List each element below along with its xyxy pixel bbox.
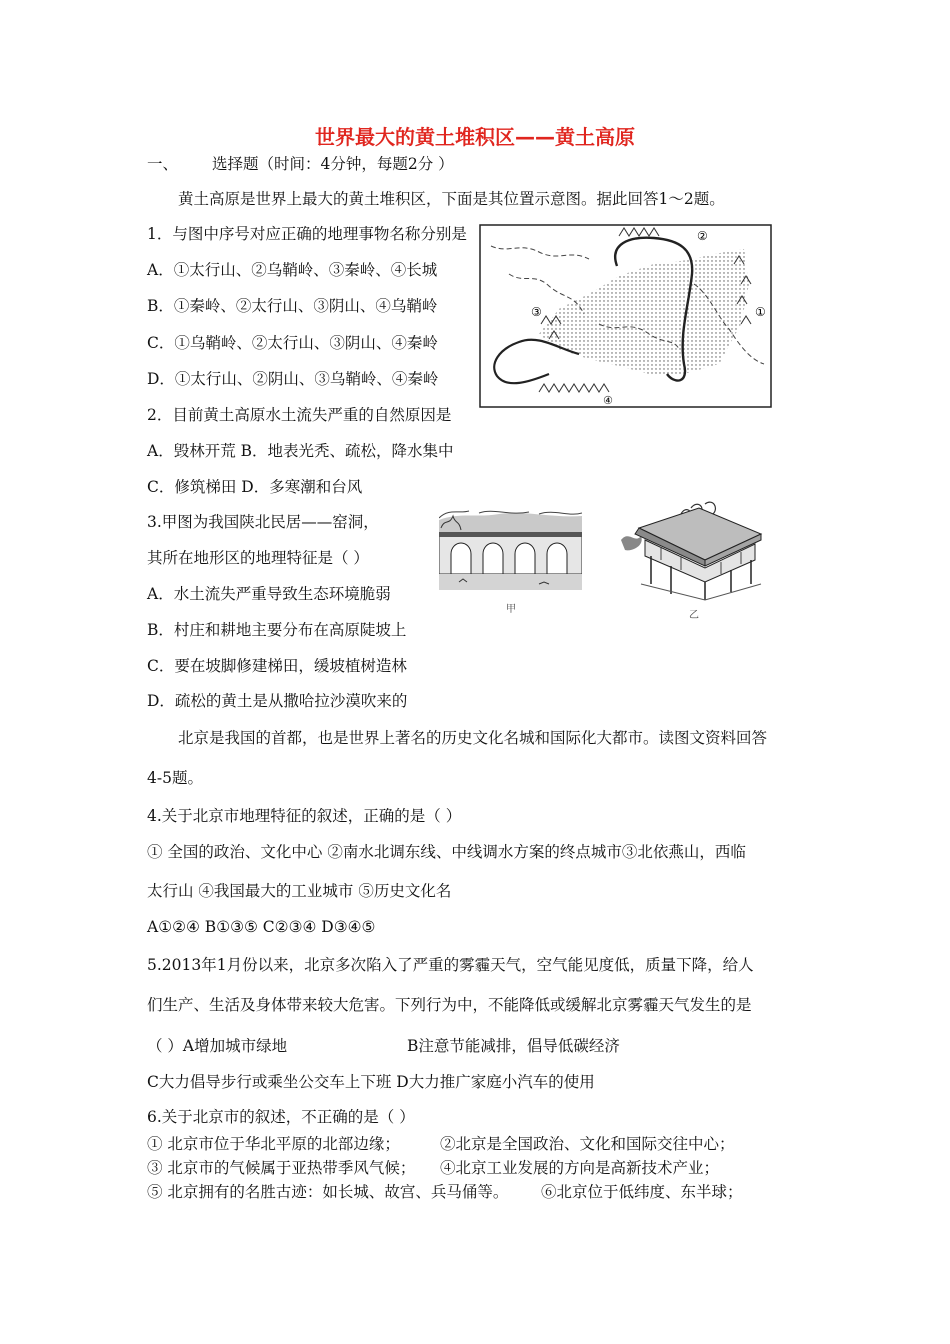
loess-plateau-map xyxy=(479,224,772,408)
q1-option-a: A．①太行山、②乌鞘岭、③秦岭、④长城 xyxy=(147,261,438,279)
q5-option-a: （ ）A增加城市绿地 xyxy=(147,1037,288,1055)
q6-statement-5: ⑤ 北京拥有的名胜古迹：如长城、故宫、兵马俑等。 xyxy=(147,1183,509,1201)
q5-stem-2: 们生产、生活及身体带来较大危害。下列行为中，不能降低或缓解北京雾霾天气发生的是 xyxy=(147,996,752,1014)
caption-jia: 甲 xyxy=(506,604,516,615)
map-label-3: ③ xyxy=(531,305,542,319)
q1-option-c: C．①乌鞘岭、②太行山、③阴山、④秦岭 xyxy=(147,334,438,352)
q6-statement-3: ③ 北京市的气候属于亚热带季风气候； xyxy=(147,1159,416,1177)
q3-stem-2: 其所在地形区的地理特征是（ ） xyxy=(147,549,369,567)
q1-option-d: D．①太行山、②阴山、③乌鞘岭、④秦岭 xyxy=(147,370,439,388)
q6-statement-4: ④北京工业发展的方向是高新技术产业； xyxy=(440,1159,720,1177)
q5-stem-1: 5.2013年1月份以来，北京多次陷入了严重的雾霾天气，空气能见度低，质量下降，给人 xyxy=(147,956,754,974)
q4-stem: 4.关于北京市地理特征的叙述，正确的是（ ） xyxy=(147,807,462,825)
q6-statement-1: ① 北京市位于华北平原的北部边缘； xyxy=(147,1135,400,1153)
q5-options-cd: C大力倡导步行或乘坐公交车上下班 D大力推广家庭小汽车的使用 xyxy=(147,1073,595,1091)
map-label-4: ④ xyxy=(603,394,613,407)
intro-text-2: 北京是我国的首都，也是世界上著名的历史文化名城和国际化大都市。读图文资料回答 xyxy=(178,729,768,747)
q3-option-a: A．水土流失严重导致生态环境脆弱 xyxy=(147,585,391,603)
q6-stem: 6.关于北京市的叙述，不正确的是（ ） xyxy=(147,1108,415,1126)
map-label-1: ① xyxy=(755,305,766,319)
q2-options-cd: C．修筑梯田 D．多寒潮和台风 xyxy=(147,478,363,496)
section-number: 一、 xyxy=(147,155,179,173)
intro-text-1: 黄土高原是世界上最大的黄土堆积区，下面是其位置示意图。据此回答1～2题。 xyxy=(178,190,725,208)
q1-option-b: B．①秦岭、②太行山、③阴山、④乌鞘岭 xyxy=(147,297,438,315)
q3-option-c: C．要在坡脚修建梯田，缓坡植树造林 xyxy=(147,657,407,675)
intro-text-2-cont: 4-5题。 xyxy=(147,769,203,787)
q6-statement-2: ②北京是全国政治、文化和国际交往中心； xyxy=(440,1135,735,1153)
q3-stem-1: 3.甲图为我国陕北民居——窑洞， xyxy=(147,513,379,531)
q2-stem: 2．目前黄土高原水土流失严重的自然原因是 xyxy=(147,406,452,424)
q6-statement-6: ⑥北京位于低纬度、东半球； xyxy=(541,1183,743,1201)
q4-statements-1: ① 全国的政治、文化中心 ②南水北调东线、中线调水方案的终点城市③北依燕山，西临 xyxy=(147,843,746,861)
cave-dwelling-illustration xyxy=(439,508,582,590)
stilt-house-illustration xyxy=(621,500,767,603)
map-label-2: ② xyxy=(697,229,708,243)
q3-option-d: D．疏松的黄土是从撒哈拉沙漠吹来的 xyxy=(147,692,408,710)
section-heading: 选择题（时间：4分钟，每题2分 ） xyxy=(212,155,454,173)
q1-stem: 1．与图中序号对应正确的地理事物名称分别是 xyxy=(147,225,467,243)
q4-choices: A①②④ B①③⑤ C②③④ D③④⑤ xyxy=(147,918,376,936)
q4-statements-2: 太行山 ④我国最大的工业城市 ⑤历史文化名 xyxy=(147,882,452,900)
q5-option-b: B注意节能减排，倡导低碳经济 xyxy=(407,1037,620,1055)
q2-options-ab: A．毁林开荒 B．地表光秃、疏松，降水集中 xyxy=(147,442,454,460)
page-title: 世界最大的黄土堆积区——黄土高原 xyxy=(315,125,635,149)
caption-yi: 乙 xyxy=(689,610,699,621)
q3-option-b: B．村庄和耕地主要分布在高原陡坡上 xyxy=(147,621,407,639)
